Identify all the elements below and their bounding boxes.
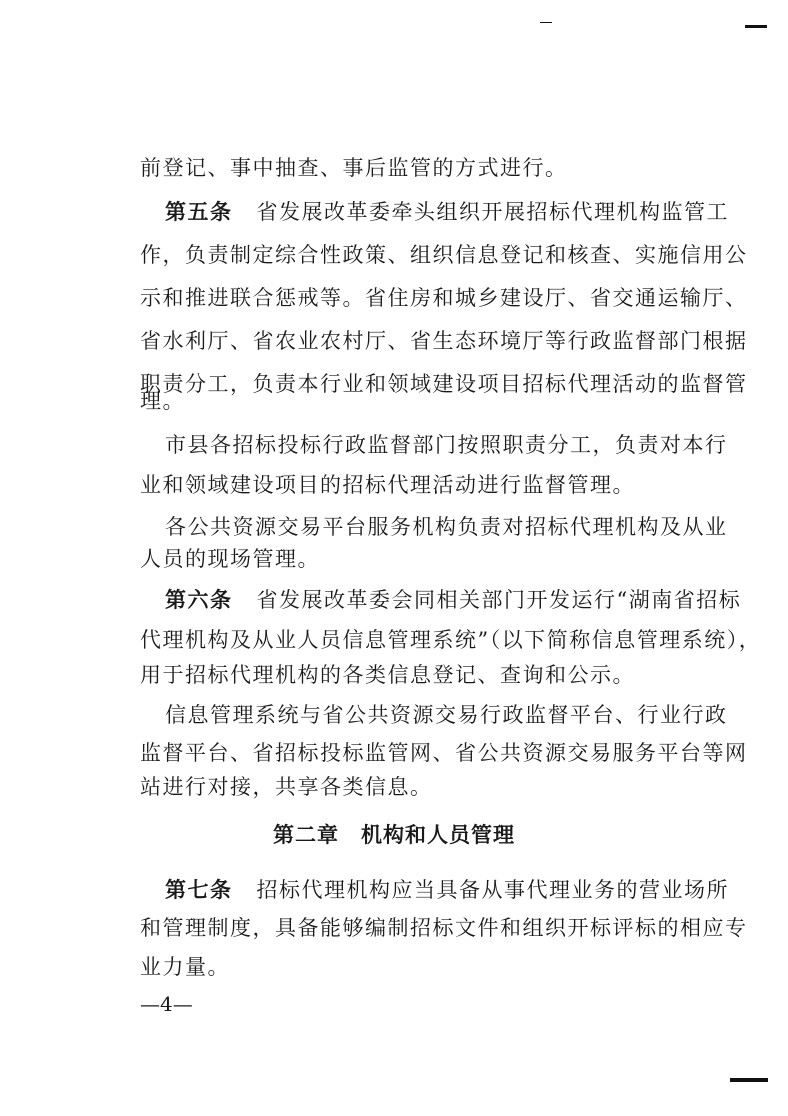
text-line-16: 监督平台、省招标投标监管网、省公共资源交易服务平台等网	[140, 741, 748, 765]
text-line-7: 理。	[140, 389, 185, 413]
text-line-11: 人员的现场管理。	[140, 547, 320, 571]
text-line-3: 作，负责制定综合性政策、组织信息登记和核查、实施信用公	[140, 243, 748, 267]
page-number: —4—	[140, 992, 193, 1016]
text-line-20: 业力量。	[140, 955, 230, 979]
text-line-2	[165, 197, 729, 227]
text-line-15: 信息管理系统与省公共资源交易行政监督平台、行业行政	[165, 703, 728, 727]
text-line-10: 各公共资源交易平台服务机构负责对招标代理机构及从业	[165, 515, 728, 539]
article-6-text: 省发展改革委会同相关部门开发运行“湖南省招标	[256, 588, 742, 612]
article-7-label: 第七条	[165, 878, 233, 902]
text-line-17: 站进行对接，共享各类信息。	[140, 775, 433, 799]
text-line-18	[165, 875, 729, 905]
article-7-text: 招标代理机构应当具备从事代理业务的营业场所	[256, 878, 729, 902]
text-line-4: 示和推进联合惩戒等。省住房和城乡建设厅、省交通运输厅、	[140, 286, 748, 310]
text-line-8: 市县各招标投标行政监督部门按照职责分工，负责对本行	[165, 433, 728, 457]
scan-mark-top-right	[745, 25, 767, 28]
text-line-1: 前登记、事中抽查、事后监管的方式进行。	[140, 156, 568, 180]
text-line-14: 用于招标代理机构的各类信息登记、查询和公示。	[140, 663, 635, 687]
text-line-9: 业和领域建设项目的招标代理活动进行监督管理。	[140, 473, 635, 497]
scan-mark-top-dot	[540, 22, 552, 23]
chapter-heading: 第二章 机构和人员管理	[273, 823, 515, 847]
scan-mark-bottom-right	[730, 1078, 768, 1082]
text-line-5: 省水利厅、省农业农村厅、省生态环境厅等行政监督部门根据	[140, 329, 748, 353]
article-6-label: 第六条	[165, 588, 233, 612]
text-line-19: 和管理制度，具备能够编制招标文件和组织开标评标的相应专	[140, 916, 748, 940]
text-line-6: 职责分工，负责本行业和领域建设项目招标代理活动的监督管	[140, 372, 748, 396]
text-line-13: 代理机构及从业人员信息管理系统”（以下简称信息管理系统），	[140, 628, 762, 652]
article-5-text: 省发展改革委牵头组织开展招标代理机构监管工	[256, 200, 729, 224]
text-line-12	[165, 585, 741, 615]
article-5-label: 第五条	[165, 200, 233, 224]
